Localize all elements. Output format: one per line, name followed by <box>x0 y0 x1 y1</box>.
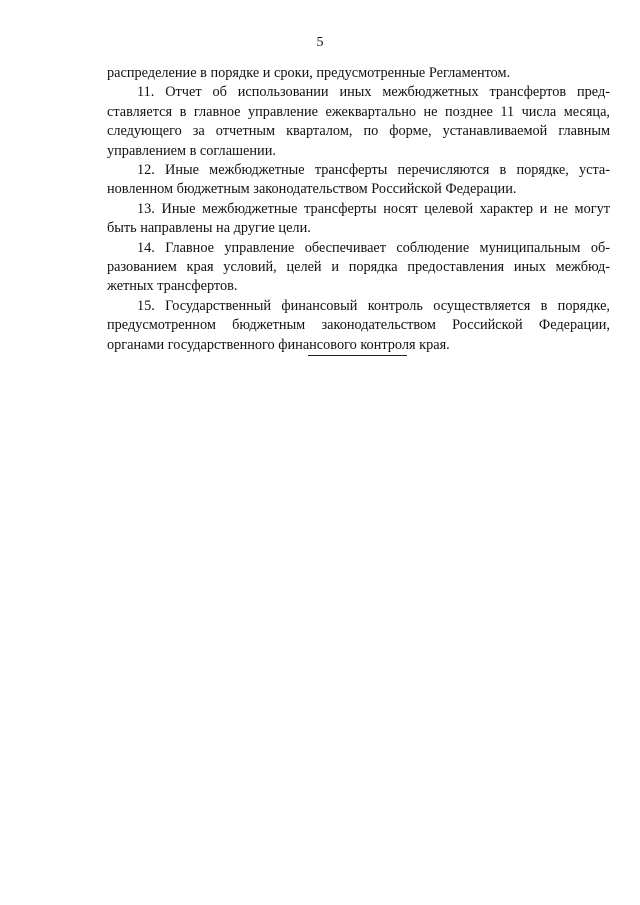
text-line: разованием края условий, целей и порядка предоставления иных межбюд- <box>107 259 610 276</box>
text-line: 13. Иные межбюджетные трансферты носят целевой характер и не могут <box>137 200 610 217</box>
paragraph-15 <box>107 297 610 355</box>
paragraph-continuation <box>107 64 610 83</box>
paragraph-11 <box>107 83 610 161</box>
paragraph-14 <box>107 239 610 297</box>
text-line: 15. Государственный финансовый контроль осуществляется в порядке, <box>137 297 610 314</box>
text-line: органами государственного финансового контроля края. <box>107 336 450 353</box>
text-line: распределение в порядке и сроки, предусмотренные Регламентом. <box>107 65 511 81</box>
text-line: управлением в соглашении. <box>107 142 276 159</box>
paragraph-12 <box>107 161 610 200</box>
text-line: ставляется в главное управление ежеквартально не позднее 11 числа месяца, <box>107 103 610 120</box>
text-line: жетных трансфертов. <box>107 278 238 295</box>
text-line: 12. Иные межбюджетные трансферты перечисляются в порядке, уста- <box>137 162 610 179</box>
end-of-document-rule <box>308 355 407 356</box>
text-line: предусмотренном бюджетным законодательством Российской Федерации, <box>107 317 610 334</box>
text-line: 11. Отчет об использовании иных межбюджетных трансфертов пред- <box>137 84 610 101</box>
document-body <box>107 64 610 355</box>
text-line: новленном бюджетным законодательством Российской Федерации. <box>107 181 517 198</box>
text-line: следующего за отчетным кварталом, по форме, устанавливаемой главным <box>107 123 610 140</box>
text-line: быть направлены на другие цели. <box>107 220 311 237</box>
text-line: 14. Главное управление обеспечивает соблюдение муниципальным об- <box>137 239 610 256</box>
page-number: 5 <box>316 35 324 50</box>
paragraph-13 <box>107 200 610 239</box>
